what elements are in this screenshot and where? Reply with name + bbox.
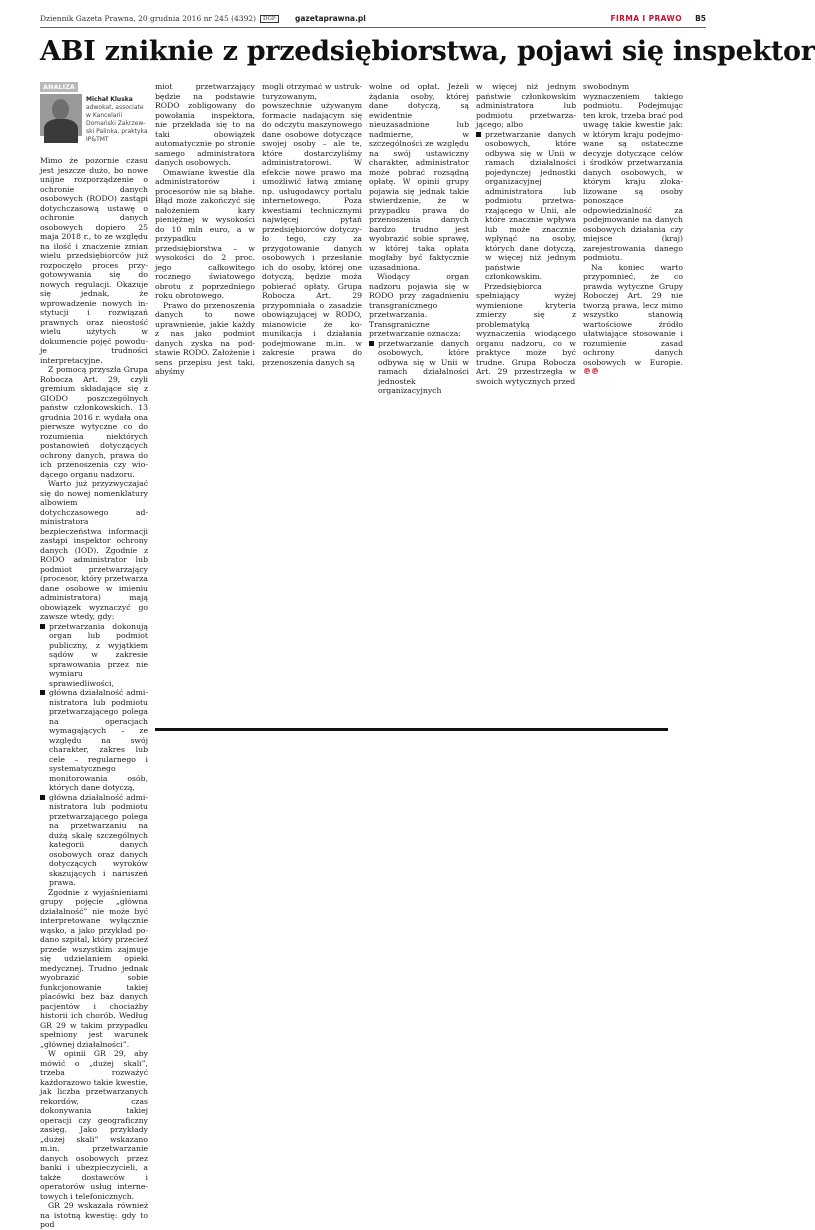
page-header [40,14,706,28]
publication-line: Dziennik Gazeta Prawna, 20 grudnia 2016 nr 245 (4392) [40,14,257,23]
paragraph: Omawiane kwestie dla administratorów i procesorów nie są błahe. Błąd może zakończyć się nałożeniem kary pieniężnej w wysokości do 10 mln euro, a w przypadku przedsiębiorstwa – w wysokości do 2 proc. jego całkowitego rocznego światowego obrotu z poprzedniego roku obrotowego. [155,167,255,300]
section-label: FIRMA I PRAWO [610,14,682,23]
author-box [86,96,148,144]
paragraph: Wiodący organ nadzoru pojawia się w RODO przy zagadnieniu transgranicznego przetwarzania. Transgraniczne przetwarzanie oznacza: [369,272,469,338]
paragraph-text: Na koniec warto przypomnieć, że co prawda wytyczne Grupy Roboczej Art. 29 nie tworzą prawa, lecz mimo wszystko stanowią wartościowe źródło ułatwiające stosowanie i rozumienie zasad ochrony danych osobowych w Europie. [583,262,683,367]
paragraph [583,263,683,377]
article-column-3 [262,82,362,722]
paragraph: Prawo do przenoszenia danych to nowe uprawnienie, jakie każdy z nas jako podmiot danych zyska na podstawie RODO. Założenie i sens przepisu jest taki, abyśmy [155,300,255,376]
paragraph: w więcej niż jednym państwie członkowskim administratora lub podmiotu przetwarzającego; albo [476,82,576,129]
paragraph: wolne od opłat. Jeżeli żądania osoby, której dane dotyczą, są ewidentnie nieuzasadnione lub nadmierne, w szczególności ze względu na swój ustawiczny charakter, administrator może pobrać rozsądną opłatę. W opinii grupy pojawia się jednak takie stwierdzenie, że w przypadku prawa do przenoszenia danych bardzo trudno jest wyobrazić sobie sprawę, w której taka opłata mogłaby być faktycznie uzasadniona. [369,82,469,272]
article-column-2 [155,82,255,722]
dgp-badge: DGP [260,15,279,23]
bullet-item: przetwarzanie danych osobowych, które odbywa się w Unii w ramach działalności pojedynczej jednostki organizacyjnej administratora lub podmiotu przetwarzającego w Unii, ale które znacznie wpływa lub może znacznie wpłynąć na osoby, których dane dotyczą, w więcej niż jednym państwie członkowskim. [476,130,576,282]
bullet-item: główna działalność administratora lub podmiotu przetwarzającego polega na przetwarzaniu na dużą skalę szczególnych kategorii danych osobowych oraz danych dotyczących wyroków skazujących i naruszeń prawa. [40,793,148,888]
paragraph: Zgodnie z wyjaśnieniami grupy pojęcie „główna działalność” nie może być interpretowane wyłącznie wąsko, a jako przykład podano szpital, który przecież przede wszystkim zajmuje się udzielaniem opieki medycznej. Trudno jednak wyobrazić sobie funkcjonowanie takiej placówki bez baz danych pacjentów i chociażby historii ich chorób. Według GR 29 w takim przypadku spełniony jest warunek „głównej działalności”. [40,887,148,1049]
analysis-tag: ANALIZA [40,82,78,92]
author-photo [40,94,82,136]
author-photo-body [44,119,78,143]
bullet-list [40,622,148,888]
article-column-5 [476,82,576,722]
paragraph: Z pomocą przyszła Grupa Robocza Art. 29, czyli gremium składające się z GIODO poszczególnych państw członkowskich. 13 grudnia 2016 r. wydała ona pierwsze wytyczne co do rozumienia niektórych postanowień dotyczących ochrony danych, prawa do ich przenoszenia czy wiodącego organu nadzoru. [40,365,148,479]
author-bio: adwokat, associate w Kancelarii Domański Zakrzewski Palinka, praktyka IP&TMT [86,104,148,143]
bullet-list [476,130,576,282]
publication-info [40,14,279,23]
bullet-list [369,339,469,396]
bullet-item: główna działalność administratora lub podmiotu przetwarzającego polega na operacjach wymagających – ze względu na swój charakter, zakres lub cele – regularnego i systematycznego monitorowania osób, których dane dotyczą, [40,688,148,793]
page-number: B5 [695,14,706,23]
article-column-1 [40,156,148,1229]
paragraph: GR 29 wskazała również na istotną kwestię: gdy to pod [40,1201,148,1229]
header-rule [40,27,706,28]
author-name: Michał Kluska [86,96,133,103]
author-photo-head [52,99,69,120]
article-column-6 [583,82,683,722]
paragraph: Mimo że pozornie czasu jest jeszcze dużo, bo nowe unijne rozporządzenie o ochronie danych osobowych (RODO) zastąpi dotychczasową ustawę o ochronie danych osobowych dopiero 25 maja 2018 r., to ze względu na ilość i znaczenie zmian wielu przedsiębiorców już rozpoczęło proces przygotowywania się do nowych regulacji. Okazuje się jednak, że wprowadzenie nowych instytucji i rozwiązań prawnych oraz nieostość wielu użytych w dokumencie pojęć powoduje trudności interpretacyjne. [40,156,148,365]
bullet-item: przetwarzania dokonują organ lub podmiot publiczny, z wyjątkiem sądów w zakresie sprawowania przez nie wymiaru sprawiedliwości, [40,622,148,689]
paragraph: Warto już przyzwyczajać się do nowej nomenklatury albowiem dotychczasowego administratora bezpieczeństwa informacji zastąpi inspektor ochrony danych (IOD). Zgodnie z RODO administrator lub podmiot przetwarzający (procesor, który przetwarza dane osobowe w imieniu administratora) mają obowiązek wyznaczyć go zawsze wtedy, gdy: [40,479,148,621]
bullet-item: przetwarzanie danych osobowych, które odbywa się w Unii w ramach działalności jednostek organizacyjnych [369,339,469,396]
paragraph: mogli otrzymać w ustrukturyzowanym, powszechnie używanym formacie nadającym się do odczytu maszynowego dane osobowe dotyczące swojej osoby – ale te, które dostarczyliśmy administratorowi. W efekcie nowe prawo ma umożliwić łatwą zmianę np. usługodawcy portalu internetowego. Poza kwestiami technicznymi najwięcej pytań przedsiębiorców dotyczyło tego, czy za przygotowanie danych osobowych i przesłanie ich do osoby, której one dotyczą, będzie moża pobierać opłaty. Grupa Robocza Art. 29 przypomniała o zasadzie obowiązującej w RODO, mianowicie że komunikacja i działania podejmowane m.in. w zakresie prawa do przenoszenia danych są [262,82,362,367]
paragraph: Przedsiębiorca spełniający wyżej wymienione kryteria zmierzy się z problematyką wyznaczenia wiodącego organu nadzoru, co w praktyce może być trudne. Grupa Robocza Art. 29 przestrzegła w swoich wytycznych przed [476,281,576,386]
article-title: ABI zniknie z przedsiębiorstwa, pojawi się inspektor [40,36,815,67]
end-mark: ℗℗ [583,367,599,376]
paragraph: swobodnym wyznaczeniem takiego podmiotu. Podejmując ten krok, trzeba brać pod uwagę takie kwestie jak: w którym kraju podejmowane są ostateczne decyzje dotyczące celów i środków przetwarzania danych osobowych, w którym kraju zlokalizowane są osoby ponoszące odpowiedzialność za podejmowanie na danych osobowych działania czy miejsce (kraj) zarejestrowania danego podmiotu. [583,82,683,262]
article-bottom-rule [155,728,668,731]
paragraph: W opinii GR 29, aby mówić o „dużej skali”, trzeba rozważyć każdorazowo takie kwestie, jak liczba przetwarzanych rekordów, czas dokonywania takiej operacji czy geograficzny zasięg. Jako przykłady „dużej skali” wskazano m.in. przetwarzanie danych osobowych przez banki i ubezpieczycieli, a także dostawców i operatorów usług internetowych i telefonicznych. [40,1049,148,1201]
article-column-4 [369,82,469,722]
site-link[interactable]: gazetaprawna.pl [295,14,366,23]
paragraph: miot przetwarzający będzie na podstawie RODO zobligowany do powołania inspektora, nie przekłada się to na taki obowiązek automatycznie po stronie samego administratora danych osobowych. [155,82,255,167]
